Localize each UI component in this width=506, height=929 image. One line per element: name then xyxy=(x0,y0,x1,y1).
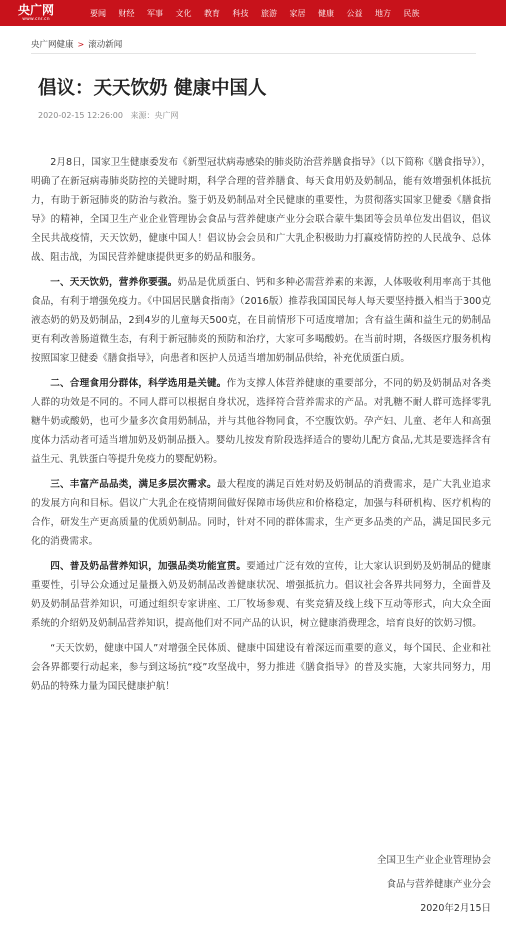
nav-item-travel[interactable]: 旅游 xyxy=(261,8,277,18)
nav-item-culture[interactable]: 文化 xyxy=(175,8,192,18)
nav-item-finance[interactable]: 财经 xyxy=(118,8,135,18)
article-paragraph: “天天饮奶，健康中国人”对增强全民体质、健康中国建设有着深远而重要的意义，每个国民、企业和社会各界都要行动起来，参与到这场抗“疫”攻坚战中，努力推进《膳食指导》的普及实施，大家共同努力，用奶品的特殊力量为国民健康护航！ xyxy=(31,643,491,692)
nav-item-charity[interactable]: 公益 xyxy=(346,8,363,18)
signature-date: 2020年2月15日 xyxy=(420,903,491,914)
article-paragraph: 二、合理食用分群体，科学选用是关键。作为支撑人体营养健康的重要部分，不同的奶及奶制品对各类人群的功效是不同的。不同人群可以根据自身状况，选择符合营养需求的产品。对乳糖不耐人群可选择零乳糖牛奶或酸奶，也可少量多次食用奶制品，并与其他谷物同食，不空腹饮奶。孕产妇、儿童、老年人和高强度体力活动者可适当增加奶及奶制品摄入。婴幼儿按发育阶段选择适合的婴幼儿配方食品,尤其是要选择含有益生元、乳铁蛋白等提升免疫力的婴配奶粉。 xyxy=(31,378,492,465)
top-nav-bar xyxy=(0,0,506,26)
breadcrumb-health[interactable]: 央广网健康 xyxy=(31,40,74,50)
article-source: 来源：央广网 xyxy=(130,111,179,120)
breadcrumb xyxy=(31,37,476,54)
nav-item-ethnic[interactable]: 民族 xyxy=(403,8,420,18)
article-body xyxy=(31,153,491,702)
logo-text: 央广网 xyxy=(17,2,54,17)
nav-item-tech[interactable]: 科技 xyxy=(232,8,249,18)
channel-nav xyxy=(90,0,432,26)
nav-item-health[interactable]: 健康 xyxy=(318,8,334,18)
nav-item-home[interactable]: 家居 xyxy=(289,8,306,18)
paragraph-lead: 一、天天饮奶，营养你要强。 xyxy=(50,277,178,288)
nav-item-military[interactable]: 军事 xyxy=(147,8,163,18)
paragraph-lead: 二、合理食用分群体，科学选用是关键。 xyxy=(50,378,227,389)
paragraph-lead: 三、丰富产品品类，满足多层次需求。 xyxy=(50,479,217,490)
article-meta xyxy=(38,110,184,121)
article-paragraph: 四、普及奶品营养知识，加强品类功能宣贯。要通过广泛有效的宣传，让大家认识到奶及奶制品的健康重要性，引导公众通过足量摄入奶及奶制品改善健康状况、增强抵抗力。倡议社会各界共同努力，全面普及奶及奶制品营养知识，可通过组织专家讲座、工厂牧场参观、有奖竞猜及线上线下互动等形式，向大众全面系统的介绍奶及奶制品营养知识，提高他们对不同产品的认识，树立健康消费理念，培育良好的饮奶习惯。 xyxy=(31,561,492,629)
signature-branch: 食品与营养健康产业分会 xyxy=(386,879,491,890)
article-title: 倡议：天天饮奶 健康中国人 xyxy=(38,78,267,99)
logo-url: www.cnr.cn xyxy=(22,16,50,22)
breadcrumb-separator: > xyxy=(77,39,85,49)
article-paragraph: 2月8日，国家卫生健康委发布《新型冠状病毒感染的肺炎防治营养膳食指导》（以下简称《膳食指导》），明确了在新冠病毒肺炎防控的关键时期，科学合理的营养膳食、每天食用奶及奶制品，能有效增强机体抵抗力，有助于新冠肺炎的防治与救治。鉴于奶及奶制品对全民健康的重要性，为贯彻落实国家卫健委《膳食指导》的精神，全国卫生产业企业管理协会食品与营养健康产业分会联合蒙牛集团等会员单位发出倡议，倡议全民共战疫情，天天饮奶，健康中国人！倡议协会会员和广大乳企积极助力打赢疫情防控的人民战争、总体战、阻击战，为国民营养健康提供更多的奶品和服务。 xyxy=(31,157,491,263)
signature-organization: 全国卫生产业企业管理协会 xyxy=(376,855,491,866)
paragraph-lead: 四、普及奶品营养知识，加强品类功能宣贯。 xyxy=(50,561,247,572)
breadcrumb-rolling-news[interactable]: 滚动新闻 xyxy=(88,40,123,50)
nav-item-news[interactable]: 要闻 xyxy=(90,8,106,18)
article-paragraph: 三、丰富产品品类，满足多层次需求。最大程度的满足百姓对奶及奶制品的消费需求，是广大乳业追求的发展方向和目标。倡议广大乳企在疫情期间做好保障市场供应和价格稳定，加强与科研机构、医疗机构的合作，研发生产更高质量的优质奶制品。同时，针对不同的群体需求，生产更多品类的产品，满足国民多元化的消费需求。 xyxy=(31,479,492,547)
nav-item-education[interactable]: 教育 xyxy=(204,8,220,18)
cnr-logo[interactable] xyxy=(0,0,68,26)
article-paragraph: 一、天天饮奶，营养你要强。奶品是优质蛋白、钙和多种必需营养素的来源，人体吸收利用率高于其他食品，有利于增强免疫力。《中国居民膳食指南》（2016版）推荐我国国民每人每天要坚持摄入相当于300克液态奶的奶及奶制品，2到4岁的儿童每天500克，在目前情形下可适度增加；含有益生菌和益生元的奶制品更有利改善肠道微生态，有利于新冠肺炎的预防和治疗，大家可多喝酸奶。在当前时期，各级医疗服务机构按照国家卫健委《膳食指导》，向患者和医护人员适当增加奶制品供给，补充优质蛋白质。 xyxy=(31,277,491,364)
publish-date: 2020-02-15 12:26:00 xyxy=(38,111,123,120)
nav-item-local[interactable]: 地方 xyxy=(375,8,391,18)
